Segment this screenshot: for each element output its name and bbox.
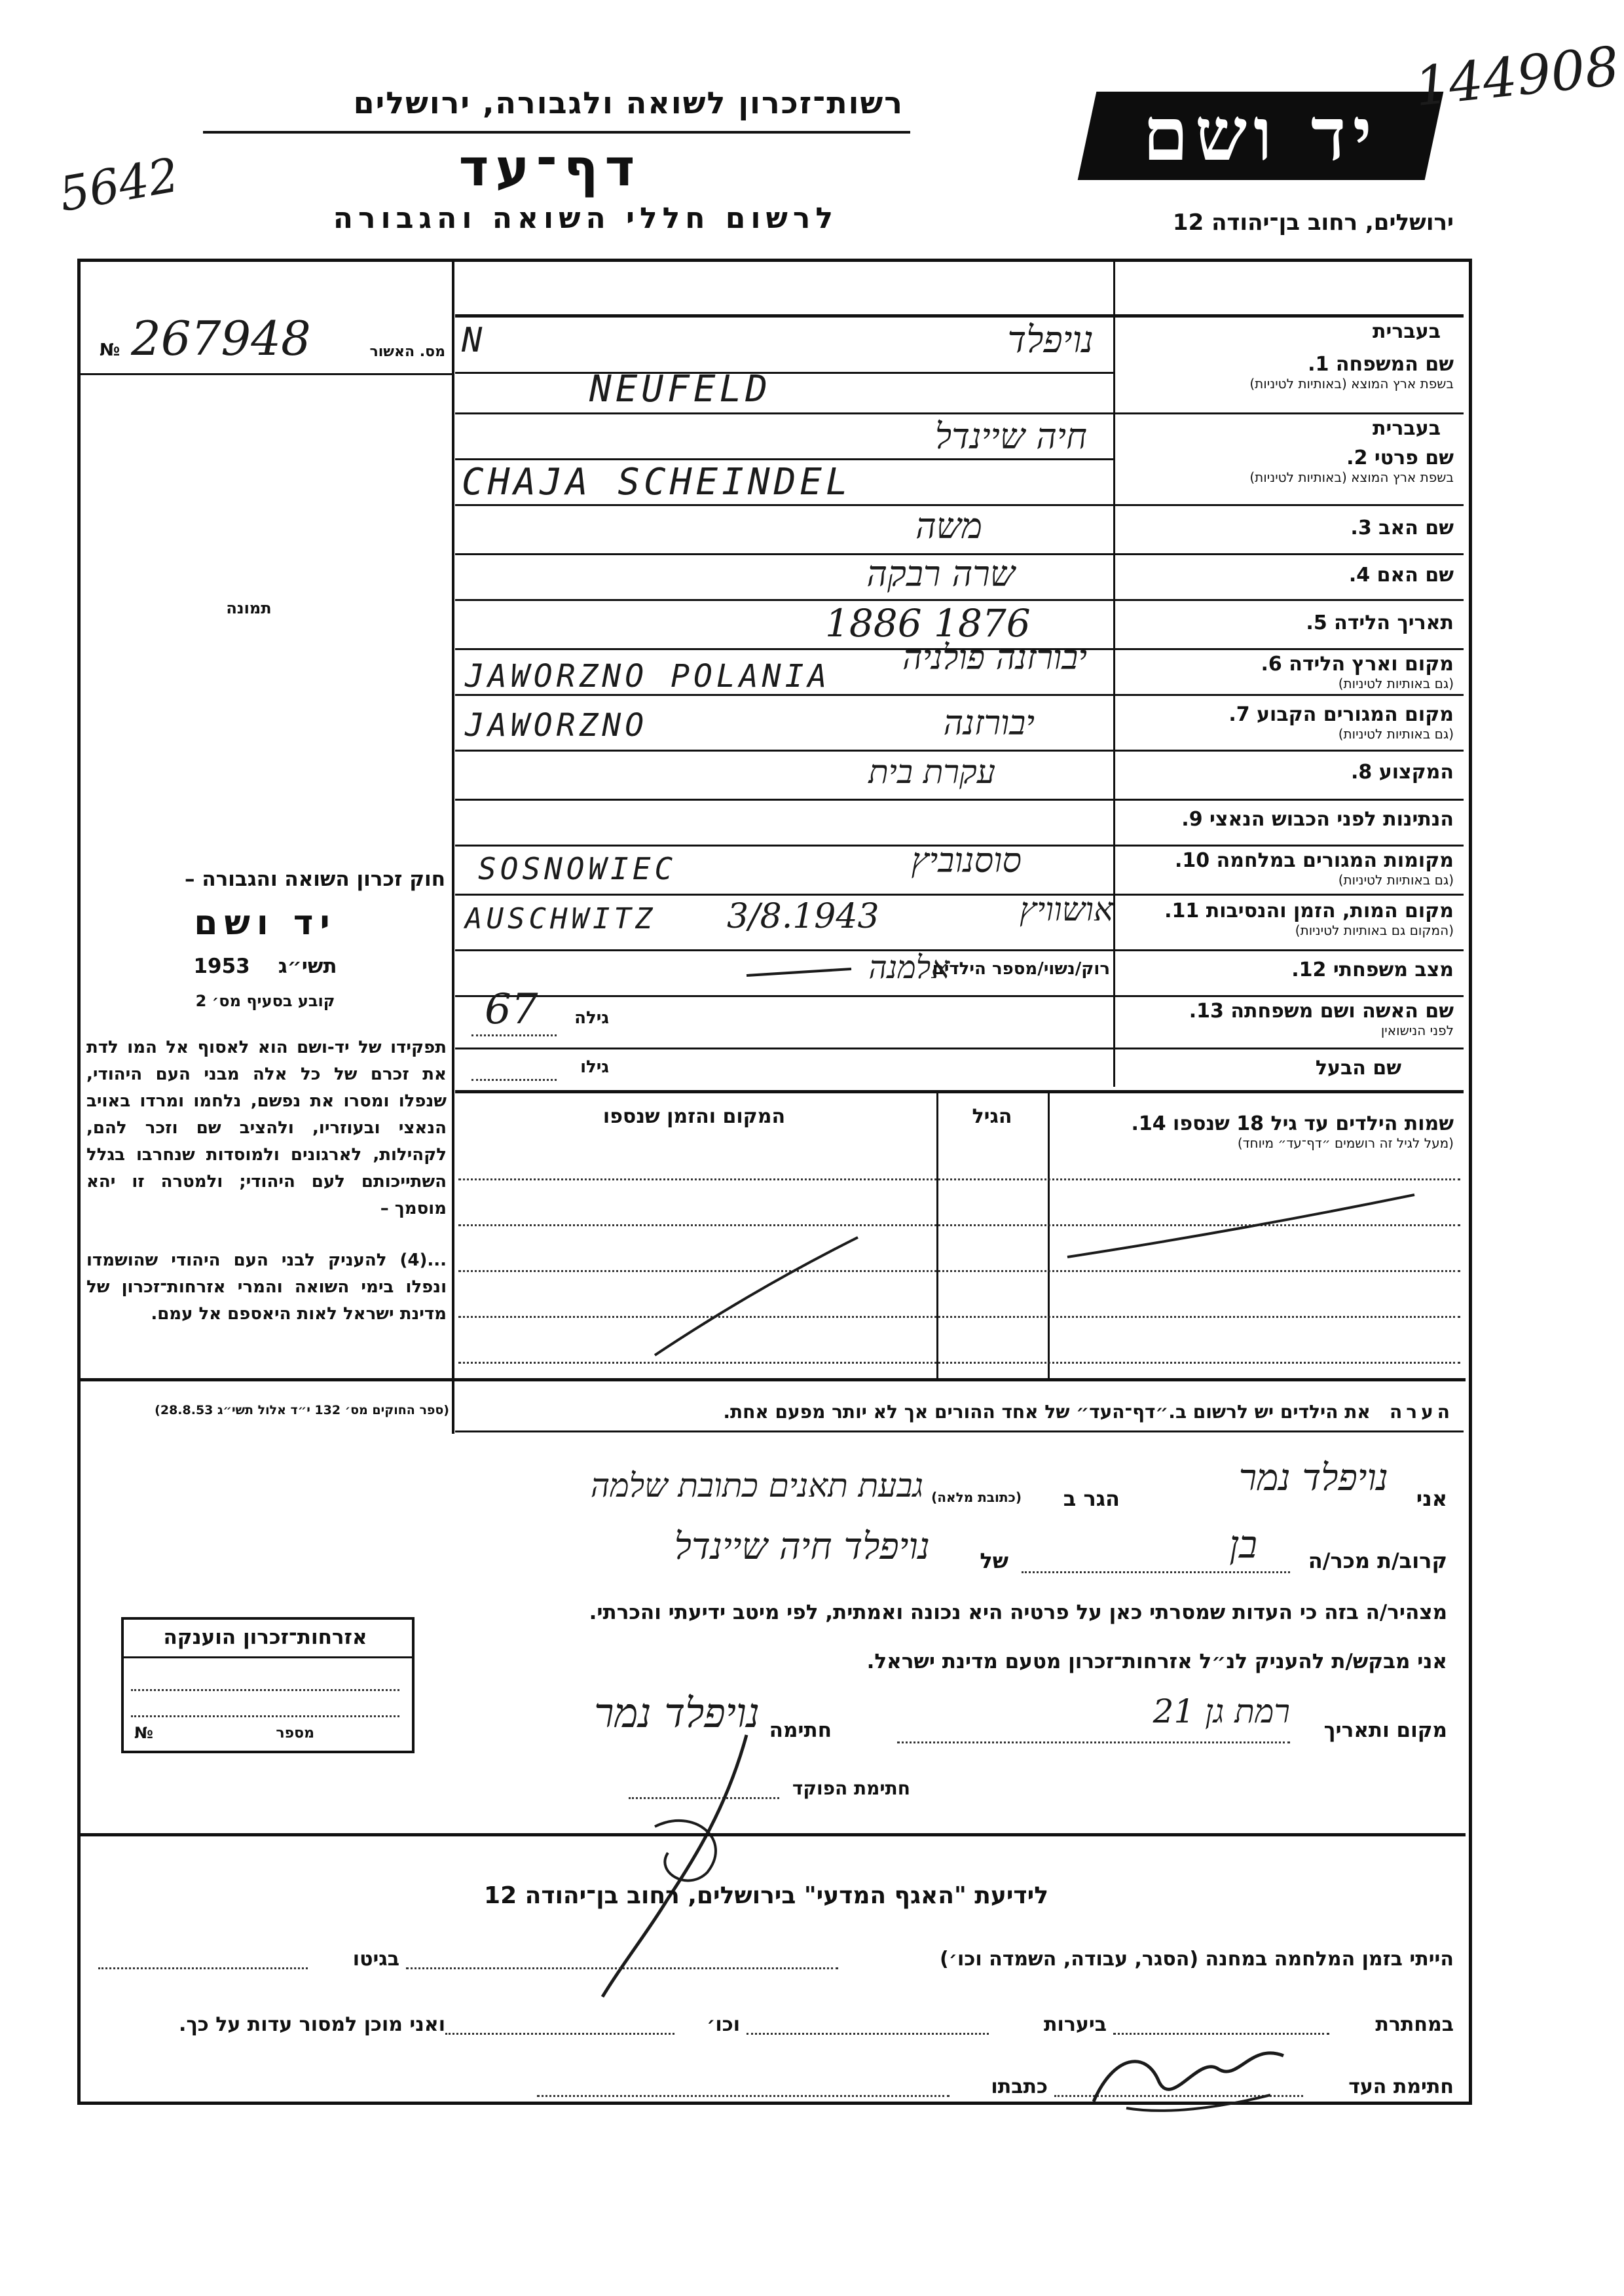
children-header-name <box>1054 1113 1454 1151</box>
decl-i-value: נויפלד נמר <box>1238 1457 1388 1499</box>
field-7-value-latin: JAWORZNO <box>465 707 648 744</box>
field-11-num: 11. <box>1164 900 1200 922</box>
footer-top-line <box>81 1833 1466 1836</box>
authority-underline <box>203 131 910 134</box>
children-header-num: 14. <box>1131 1112 1166 1135</box>
law-year-number: 1953 <box>193 955 250 978</box>
field-6-num: 6. <box>1261 653 1282 676</box>
field-2-label <box>1126 447 1454 485</box>
decl-place-date-dots <box>897 1741 1290 1743</box>
field-10-num: 10. <box>1175 849 1210 872</box>
citizenship-title-line <box>124 1656 412 1658</box>
children-row-3 <box>458 1270 1460 1272</box>
decl-address-value: גבעת תאנים כתובת שלמה <box>590 1467 923 1504</box>
field-2-value-latin: CHAJA SCHEINDEL <box>462 461 852 503</box>
field-1-num: 1. <box>1308 353 1329 376</box>
citizenship-number-symbol: № <box>134 1724 153 1742</box>
field-13-age-label: גילה <box>574 1008 609 1028</box>
decl-signature-value: נויפלד נמר <box>594 1689 760 1737</box>
footer-line3-address: כתבתו <box>991 2075 1048 2098</box>
logo-text: יד ושם <box>1142 92 1379 177</box>
field-2-name: שם פרטי <box>1374 446 1454 469</box>
children-row-4 <box>458 1316 1460 1318</box>
field-7-label <box>1126 704 1454 742</box>
footer-line1-dots-a <box>406 1967 838 1969</box>
form-subtitle: לרשום חללי השואה והגבורה <box>333 202 838 235</box>
field-5-name: תאריך הלידה <box>1334 611 1454 634</box>
children-strike-mark-2 <box>1067 1192 1421 1264</box>
decl-signature-label: חתימה <box>769 1719 832 1742</box>
field-11-sub: (המקום גם באותיות לטיניות) <box>1295 922 1454 938</box>
children-row-5 <box>458 1362 1460 1364</box>
field-11-name: מקום המות, הזמן והנסיבות <box>1206 900 1454 922</box>
footer-line2-dots-c <box>445 2033 674 2035</box>
law-title: חוק זכרון השואה והגבורה – <box>185 867 445 891</box>
field-husband-age-dots <box>471 1079 557 1081</box>
row-7-line <box>455 750 1464 752</box>
citizenship-line-1 <box>131 1689 399 1691</box>
table-bottom-line <box>81 1378 1466 1381</box>
field-1-value-hebrew: נויפלד <box>1007 319 1094 361</box>
field-6-value-hebrew: יבורזנה פולניה <box>902 638 1087 678</box>
field-5-num: 5. <box>1306 611 1327 634</box>
children-strike-mark-1 <box>655 1231 864 1362</box>
decl-of-label: של <box>980 1548 1008 1573</box>
row-13-line <box>455 1048 1464 1049</box>
approval-label: מס. האשור <box>369 344 445 360</box>
field-4-label <box>1126 564 1454 587</box>
field-13-age-value: 67 <box>485 985 538 1034</box>
field-3-label <box>1126 517 1454 540</box>
decl-of-value: נויפלד חיה שיינדל <box>674 1525 930 1568</box>
field-12-strike-mark <box>747 962 858 982</box>
field-10-name: מקומות המגורים במלחמה <box>1216 849 1454 872</box>
field-13-num: 13. <box>1189 1000 1224 1023</box>
decl-place-date-value: רמת גן 21 <box>1153 1692 1290 1730</box>
footer-line3-dots-b <box>537 2095 950 2097</box>
field-1-name: שם המשפחה <box>1335 353 1454 376</box>
handwritten-number-right: 144908 <box>1411 35 1623 119</box>
children-header-sub: (מעל לגיל זה רושמים ״דף־עד״ מיוחד) <box>1237 1135 1454 1151</box>
field-1-sub: בשפת ארץ המוצא (באותיות לטיניות) <box>1249 375 1454 392</box>
field-13-label <box>1126 1000 1454 1038</box>
decl-relative-dots <box>1022 1571 1290 1573</box>
field-6-label <box>1126 653 1454 691</box>
citizenship-title: אזרחות־זכרון הוענקה <box>163 1626 367 1649</box>
footer-line2-etc: וכו׳ <box>707 2013 740 2036</box>
children-header-place: המקום והזמן שנספו <box>602 1105 786 1128</box>
field-1-marker: N <box>462 321 487 360</box>
field-10-value-latin: SOSNOWIEC <box>478 851 677 886</box>
address: ירושלים, רחוב בן־יהודה 12 <box>1172 210 1454 236</box>
decl-residing-label: הגר ב <box>1063 1486 1120 1511</box>
row-2a-line <box>455 458 1113 460</box>
field-5-value: 1886 1876 <box>825 601 1031 646</box>
law-text-2: ...(4) להעניק לבני העם היהודי שהושמדו ונפלו בימי השואה והמרי אזרחות־זכרון של מדינת ישראל לאות היאספם אל עמם. <box>86 1250 447 1324</box>
field-10-sub: (גם באותיות לטיניות) <box>1338 871 1454 888</box>
field-12-options: רוק/נשוי/מספר הילדים <box>932 959 1110 979</box>
decl-statement: מצהיר/ה בזה כי העדות שמסרתי כאן על פרטיה היא נכונה ואמתית, לפי מיטב ידיעתי והכרתי. <box>589 1601 1447 1624</box>
field-4-value-hebrew: שרה רבקה <box>866 553 1015 594</box>
photo-label: תמונה <box>226 599 272 617</box>
note-label: הערה <box>1390 1401 1454 1423</box>
handwritten-number-left: 5642 <box>55 147 183 223</box>
row-8-line <box>455 799 1464 801</box>
field-10-value-hebrew: סוסנוביץ <box>911 841 1022 881</box>
field-7-num: 7. <box>1228 703 1250 726</box>
decl-relative-value: בן <box>1229 1522 1257 1567</box>
row-12-line <box>455 995 1464 997</box>
footer-line2-dots-b <box>747 2033 989 2035</box>
row-14-top-line <box>455 1090 1464 1093</box>
table-top-line <box>455 314 1464 318</box>
field-3-num: 3. <box>1350 517 1372 539</box>
row-11-line <box>455 949 1464 951</box>
field-13-age-dots <box>471 1034 557 1036</box>
field-12-value-hebrew: אלמנה <box>868 949 950 986</box>
children-col-divider-2 <box>936 1090 938 1378</box>
footer-line3-witness-sig: חתימת העד <box>1348 2075 1454 2098</box>
approval-number: 267948 <box>131 311 311 366</box>
citizenship-number-label: מספר <box>276 1725 314 1741</box>
field-11-label <box>1126 900 1454 938</box>
field-8-value-hebrew: עקרת בית <box>868 753 995 791</box>
field-3-name: שם האב <box>1378 517 1454 539</box>
decl-i-label: אני <box>1416 1486 1447 1511</box>
law-name: יד ושם <box>194 903 337 943</box>
law-year <box>85 955 445 978</box>
field-1-label <box>1126 354 1454 392</box>
field-7-sub: (גם באותיות לטיניות) <box>1338 725 1454 742</box>
footer-title: לידיעת "האגף המדעי" בירושלים, רחוב בן־יהודה 12 <box>484 1882 1048 1909</box>
field-5-label <box>1126 612 1454 635</box>
footer-line1-camp: הייתי בזמן המלחמה במחנה (הסגר, עבודה, השמדה וכו׳) <box>940 1948 1454 1971</box>
field-9-num: 9. <box>1181 808 1203 831</box>
children-header-age: הגיל <box>972 1105 1012 1128</box>
decl-place-date-label: מקום ותאריך <box>1323 1719 1447 1742</box>
field-12-num: 12. <box>1291 958 1327 981</box>
approval-row-line <box>81 373 454 375</box>
field-8-num: 8. <box>1350 761 1373 784</box>
law-clause: קובע בסעיף מס׳ 2 <box>195 992 335 1010</box>
field-9-label <box>1126 809 1454 831</box>
field-3-value-hebrew: משה <box>915 505 982 547</box>
field-4-name: שם האם <box>1376 564 1454 587</box>
law-year-hebrew: תשי״ג <box>278 955 337 978</box>
form-title: דף־עד <box>458 139 642 198</box>
children-col-divider-1 <box>1048 1090 1050 1378</box>
field-2-num: 2. <box>1346 446 1368 469</box>
field-husband-label: שם הבעל <box>1315 1057 1401 1080</box>
field-6-value-latin: JAWORZNO POLANIA <box>465 658 831 695</box>
field-10-label <box>1126 850 1454 888</box>
decl-request: אני מבקש/ת להעניק לנ״ל אזרחות־זכרון מטעם מדינת ישראל. <box>866 1650 1447 1673</box>
footer-line2-forests: ביערות <box>1044 2013 1107 2036</box>
witness-signature-scribble <box>1087 2030 1297 2121</box>
field-11-value-latin: AUSCHWITZ <box>465 902 657 936</box>
field-13-name: שם האשה ושם משפחתה <box>1230 1000 1454 1023</box>
field-husband-age-label: גילו <box>580 1057 609 1077</box>
field-7-value-hebrew: יבורזנה <box>943 704 1035 743</box>
children-row-1 <box>458 1178 1460 1180</box>
field-4-num: 4. <box>1348 564 1371 587</box>
field-13-sub: לפני הנישואין <box>1380 1022 1454 1038</box>
field-11-value-hebrew: אושוויץ <box>1020 890 1113 928</box>
footer-line1-dots-b <box>98 1967 308 1969</box>
law-reference: (ספר החוקים מס׳ 132 י״ד אלול תשי״ג 28.8.53) <box>155 1403 449 1417</box>
field-1-value-latin: NEUFELD <box>589 368 772 410</box>
field-7-name: מקום המגורים הקבוע <box>1257 703 1454 726</box>
note-row <box>458 1401 1454 1423</box>
field-2-sub: בשפת ארץ המוצא (באותיות לטיניות) <box>1249 469 1454 485</box>
field-8-name: המקצוע <box>1378 761 1454 784</box>
field-2-value-hebrew: חיה שיינדל <box>934 416 1087 457</box>
left-column-divider <box>452 262 454 1434</box>
children-header-label: שמות הילדים עד גיל 18 שנספו <box>1173 1112 1454 1135</box>
inspector-signature-scribble <box>576 1728 786 2003</box>
footer-line2-underground: במחתרת <box>1375 2013 1454 2036</box>
note-text: את הילדים יש לרשום ב.״דף־העד״ של אחד ההורים אך לא יותר מפעם אחת. <box>723 1401 1371 1423</box>
field-6-name: מקום וארץ הלידה <box>1289 653 1454 676</box>
law-text-1: תפקידו של יד-ושם הוא לאסוף אל המו לדת את זכרם של כל אלה מבני העם היהודי, שנפלו ומסרו את נפשם, נלחמו ומרדו באויב הנאצי ובעוזריו, ולהציב שם וזכר להם, לקהילות, לארגונים ולמוסדות שנחרבו בגלל השתייכותם לעם היהודי; ולמטרה זו יהא מוסמך – <box>86 1038 447 1218</box>
field-8-label <box>1126 761 1454 784</box>
footer-line1-ghetto: בגיטו <box>352 1948 399 1971</box>
decl-relative-label: קרוב/ת מכר/ה <box>1308 1548 1447 1573</box>
field-1-script: בעברית <box>1373 320 1441 343</box>
field-12-label <box>1126 959 1454 982</box>
field-2-script: בעברית <box>1373 417 1441 440</box>
field-12-name: מצב משפחתי <box>1333 958 1454 981</box>
citizenship-line-2 <box>131 1715 399 1717</box>
field-6-sub: (גם באותיות לטיניות) <box>1338 675 1454 691</box>
footer-line2-ready: ואני מוכן למסור עדות על כך. <box>179 2013 445 2036</box>
approval-no-symbol: № <box>100 340 120 360</box>
decl-address-sub: (כתובת מלאה) <box>931 1489 1022 1505</box>
field-9-name: הנתינות לפני הכבוש הנאצי <box>1209 808 1454 831</box>
authority-title: רשות־זכרון לשואה ולגבורה, ירושלים <box>353 85 904 120</box>
field-11-value-date: 3/8.1943 <box>727 897 879 936</box>
label-column-divider <box>1113 262 1115 1087</box>
row-1-line <box>455 412 1464 414</box>
row-1a-line <box>455 372 1113 374</box>
decl-inspector-label: חתימת הפוקד <box>792 1777 910 1799</box>
note-bottom-line <box>455 1430 1464 1432</box>
